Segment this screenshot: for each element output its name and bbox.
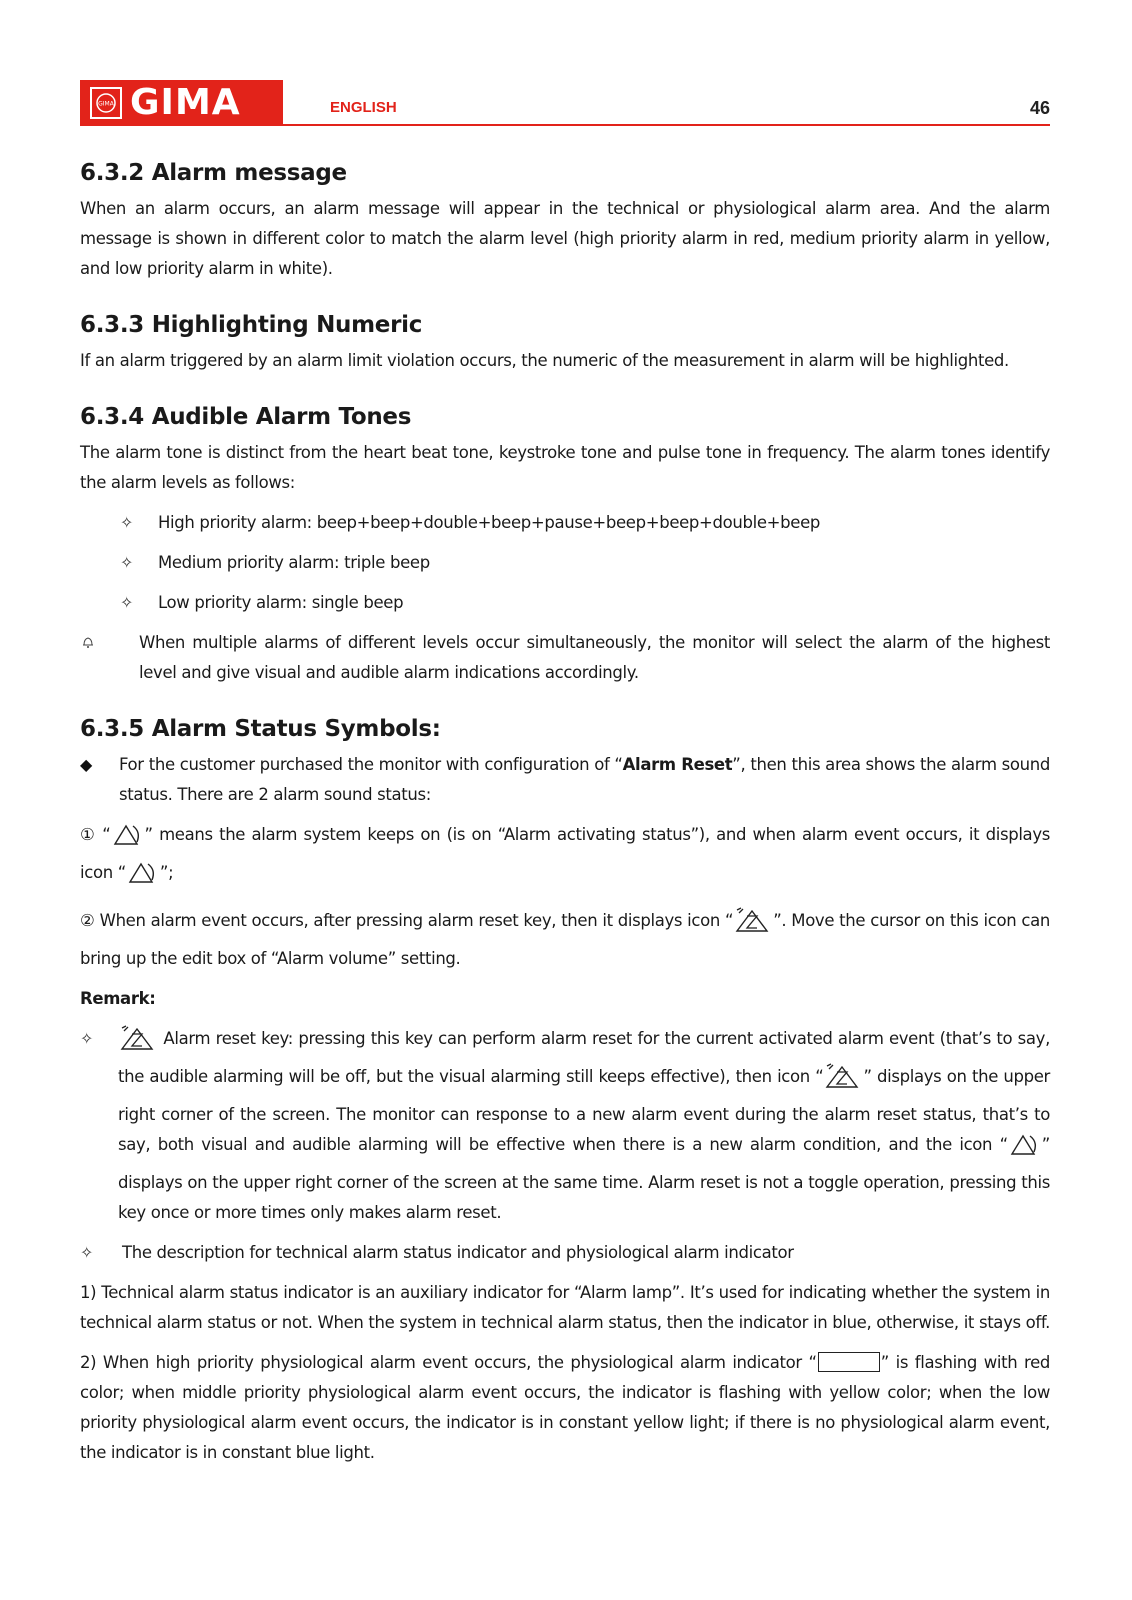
indicator-point-1: 1) Technical alarm status indicator is an auxiliary indicator for “Alarm lamp”. It’s used for indicating whether the system in technical alarm status or not. When the system in technical alarm status, then the indicator in blue, otherwise, it stays off. [80,1283,1050,1332]
remark-item-1 [80,1024,1050,1228]
tone-item-low: Low priority alarm: single beep [158,593,404,612]
page-number: 46 [1029,98,1050,118]
star-bullet-icon: ✧ [120,513,134,532]
section-heading-6-3-5: 6.3.5 Alarm Status Symbols: [80,716,441,742]
page-header [80,80,1050,126]
status-item-1: ① “ ” means the alarm system keeps on (is on “Alarm activating status”), and when alarm event occurs, it displays icon “ ”; [80,820,1050,896]
star-bullet-icon: ✧ [120,553,134,572]
star-bullet-icon: ✧ [80,1029,94,1048]
list-item [120,508,1050,538]
language-label: ENGLISH [330,99,397,116]
section-text-6-3-2: When an alarm occurs, an alarm message will appear in the technical or physiological alarm area. And the alarm message is shown in different color to match the alarm level (high priority alarm in red, medium priority alarm in yellow, and low priority alarm in white). [80,199,1050,278]
remark-item-2 [80,1238,1050,1268]
star-bullet-icon: ✧ [80,1243,94,1262]
config-bullet-text: For the customer purchased the monitor with configuration of “Alarm Reset”, then this area shows the alarm sound status. There are 2 alarm sound status: [119,755,1050,804]
alarm-reset-icon [118,1024,158,1062]
indicator-point-2: 2) When high priority physiological alarm event occurs, the physiological alarm indicator “ ” is flashing with red color; when middle priority physiological alarm event occurs, the indicator is flashing with yellow color; when the low priority physiological alarm event occurs, the indicator is in constant yellow light; if there is no physiological alarm event, the indicator is in constant blue light. [80,1353,1051,1462]
alarm-reset-icon [823,1062,863,1100]
alarm-reset-term: Alarm Reset [622,755,733,774]
section-heading-6-3-2: 6.3.2 Alarm message [80,160,347,186]
list-item [120,588,1050,618]
emblem-icon [90,87,122,119]
section-heading-6-3-4: 6.3.4 Audible Alarm Tones [80,404,412,430]
circled-number-2: ② [80,911,95,930]
brand-logo [80,80,283,126]
config-bullet [80,750,1050,810]
remark-item-2-text: The description for technical alarm status indicator and physiological alarm indicator [122,1243,794,1262]
list-item [120,548,1050,578]
note-row [80,628,1050,688]
page-content [80,160,1050,1468]
remark-label: Remark: [80,989,156,1008]
tone-item-medium: Medium priority alarm: triple beep [158,553,430,572]
alarm-on-icon [1008,1132,1042,1168]
section-text-6-3-4: The alarm tone is distinct from the heart beat tone, keystroke tone and pulse tone in frequency. The alarm tones identify the alarm levels as follows: [80,443,1050,492]
star-bullet-icon: ✧ [120,593,134,612]
alarm-on-icon [126,860,160,896]
diamond-bullet-icon: ◆ [80,755,93,774]
bell-note-icon [80,628,139,658]
physiological-alarm-indicator-icon [818,1352,880,1372]
emblem-text: GIMA [98,100,114,108]
note-text: When multiple alarms of different levels occur simultaneously, the monitor will select the alarm of the highest level and give visual and audible alarm indications accordingly. [139,633,1050,682]
circled-number-1: ① [80,825,96,844]
alarm-on-icon [111,822,145,858]
tone-item-high: High priority alarm: beep+beep+double+beep+pause+beep+beep+double+beep [158,513,820,532]
section-heading-6-3-3: 6.3.3 Highlighting Numeric [80,312,423,338]
section-text-6-3-3: If an alarm triggered by an alarm limit violation occurs, the numeric of the measurement in alarm will be highlighted. [80,351,1009,370]
header-divider [283,124,1050,126]
alarm-reset-icon [733,906,773,944]
remark-item-1-text: Alarm reset key: pressing this key can perform alarm reset for the current activated alarm event (that’s to say, the audible alarming will be off, but the visual alarming still keeps effective), then icon “ ” displays on the upper right corner of the screen. The monitor can response to a new alarm event during the alarm reset status, that’s to say, both visual and audible alarming will be effective when there is a new alarm condition, and the icon “ ” displays on the upper right corner of the screen at the same time. Alarm reset is not a toggle operation, pressing this key once or more times only makes alarm reset. [118,1024,1050,1228]
status-item-2: ② When alarm event occurs, after pressing alarm reset key, then it displays icon “ ”. Move the cursor on this icon can bring up the edit box of “Alarm volume” setting. [80,906,1050,974]
brand-name: GIMA [130,82,241,123]
